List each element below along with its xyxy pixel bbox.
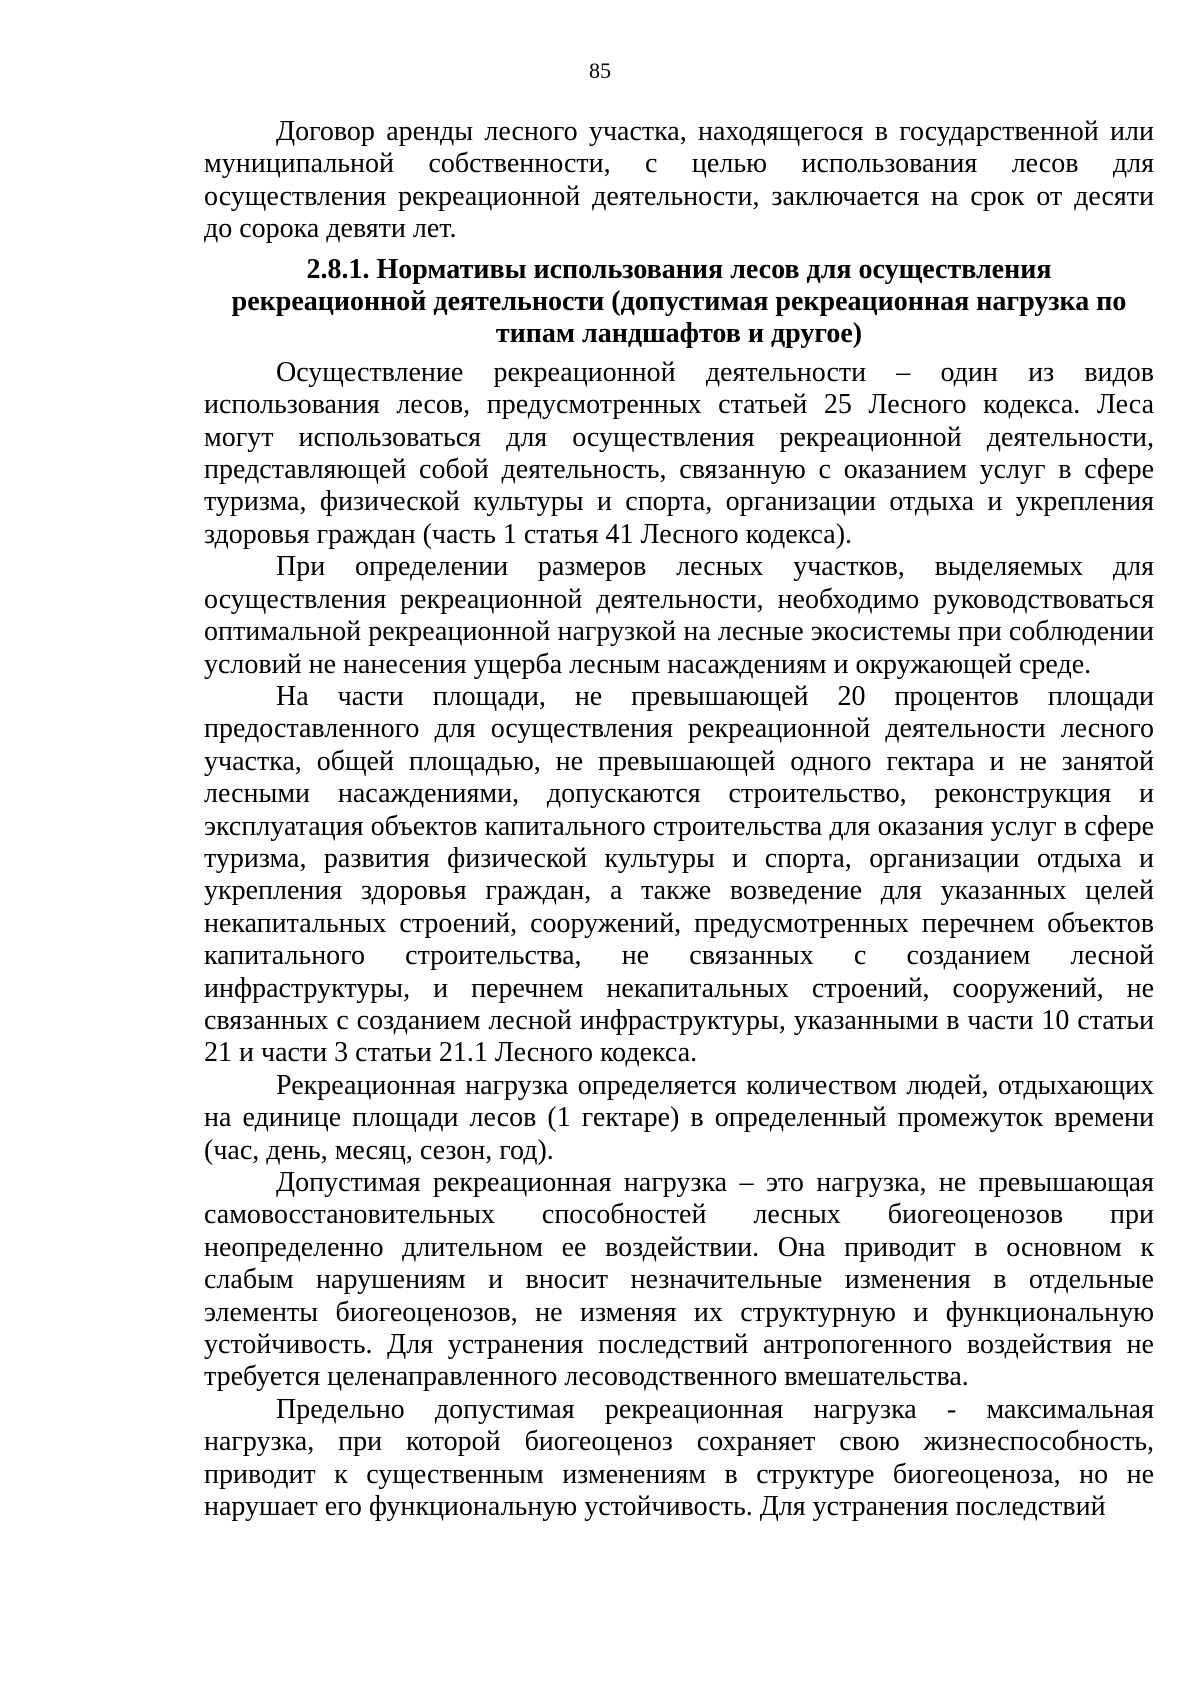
page-number: 85 [589,58,611,83]
paragraph-construction-allowance: На части площади, не превышающей 20 процентов площади предоставленного для осуществления рекреационной деятельности лесного участка, общей площадью, не превышающей одного гектара и не занятой лесными насаждениями, допускаются строительство, реконструкция и эксплуатация объектов капитального строительства для оказания услуг в сфере туризма, развития физической культуры и спорта, организации отдыха и укрепления здоровья граждан, а также возведение для указанных целей некапитальных строений, сооружений, предусмотренных перечнем объектов капитального строительства, не связанных с созданием лесной инфраструктуры, и перечнем некапитальных строений, сооружений, не связанных с созданием лесной инфраструктуры, указанными в части 10 статьи 21 и части 3 статьи 21.1 Лесного кодекса. [204,680,1154,1069]
section-heading: 2.8.1. Нормативы использования лесов для осуществления рекреационной деятельности (допустимая рекреационная нагрузка по типам ландшафтов и другое) [231,253,1127,350]
paragraph-lease-term: Договор аренды лесного участка, находящегося в государственной или муниципальной собственности, с целью использования лесов для осуществления рекреационной деятельности, заключается на срок от десяти до сорока девяти лет. [204,116,1154,245]
paragraph-max-permissible-load: Предельно допустимая рекреационная нагрузка - максимальная нагрузка, при которой биогеоценоз сохраняет свою жизнеспособность, приводит к существенным изменениям в структуре биогеоценоза, но не нарушает его функциональную устойчивость. Для устранения последствий [204,1393,1154,1523]
paragraph-recreational-activity: Осуществление рекреационной деятельности – один из видов использования лесов, предусмотренных статьей 25 Лесного кодекса. Леса могут использоваться для осуществления рекреационной деятельности, представляющей собой деятельность, связанную с оказанием услуг в сфере туризма, физической культуры и спорта, организации отдыха и укрепления здоровья граждан (часть 1 статья 41 Лесного кодекса). [204,356,1154,550]
document-body [204,116,1154,1523]
paragraph-recreational-load: Рекреационная нагрузка определяется количеством людей, отдыхающих на единице площади лесов (1 гектаре) в определенный промежуток времени (час, день, месяц, сезон, год). [204,1069,1154,1166]
paragraph-plot-size: При определении размеров лесных участков, выделяемых для осуществления рекреационной деятельности, необходимо руководствоваться оптимальной рекреационной нагрузкой на лесные экосистемы при соблюдении условий не нанесения ущерба лесным насаждениям и окружающей среде. [204,551,1154,680]
paragraph-permissible-load: Допустимая рекреационная нагрузка – это нагрузка, не превышающая самовосстановительных способностей лесных биогеоценозов при неопределенно длительном ее воздействии. Она приводит в основном к слабым нарушениям и вносит незначительные изменения в отдельные элементы биогеоценозов, не изменяя их структурную и функциональную устойчивость. Для устранения последствий антропогенного воздействия не требуется целенаправленного лесоводственного вмешательства. [204,1167,1154,1393]
